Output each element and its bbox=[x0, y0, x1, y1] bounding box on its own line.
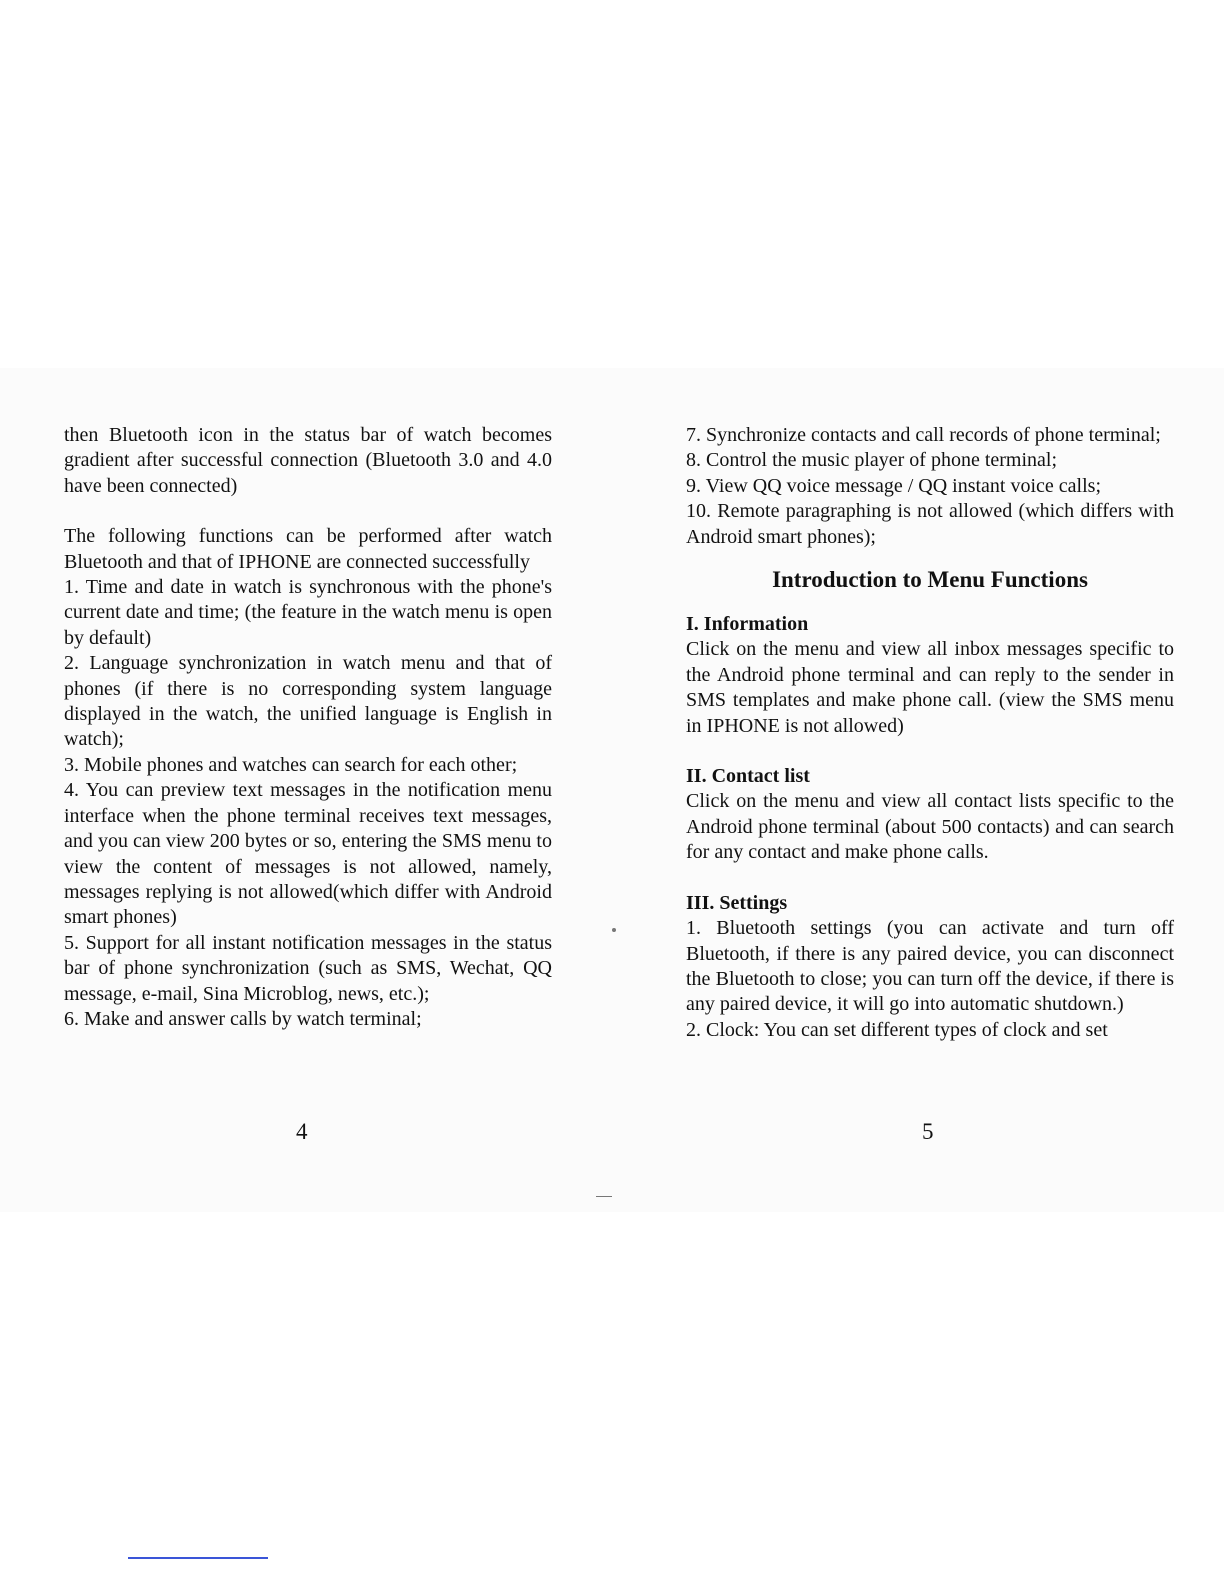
section-title-settings: III. Settings bbox=[686, 891, 788, 914]
section-title-information: I. Information bbox=[686, 613, 809, 636]
section-body-contact-list: Click on the menu and view all contact lists specific to the Android phone terminal (about 500 contacts) and can search for any contact and make phone calls. bbox=[686, 790, 1174, 864]
section-gap bbox=[686, 866, 1174, 891]
left-list-item-4: 4. You can preview text messages in the notification menu interface when the phone terminal receives text messages, and you can view 200 bytes or so, entering the SMS menu to view the content of messages is not allowed, namely, messages replying is not allowed(which differ with Android smart phones) bbox=[64, 779, 552, 929]
left-page bbox=[64, 423, 552, 1032]
scan-speck bbox=[596, 1196, 612, 1197]
footer-link-underline[interactable] bbox=[128, 1557, 268, 1559]
section-body-settings-bluetooth: 1. Bluetooth settings (you can activate and turn off Bluetooth, if there is any paired device, you can disconnect the Bluetooth to close; you can turn off the device, if there is any paired device, it will go into automatic shutdown.) bbox=[686, 917, 1174, 1016]
left-paragraph-functions-lead: The following functions can be performed after watch Bluetooth and that of IPHONE are connected successfully bbox=[64, 525, 552, 573]
left-list-item-5: 5. Support for all instant notification messages in the status bar of phone synchronization (such as SMS, Wechat, QQ message, e-mail, Sina Microblog, news, etc.); bbox=[64, 931, 552, 1005]
paragraph-gap bbox=[64, 499, 552, 524]
left-list-item-3: 3. Mobile phones and watches can search for each other; bbox=[64, 753, 518, 776]
section-gap bbox=[686, 739, 1174, 764]
left-list-item-2: 2. Language synchronization in watch menu and that of phones (if there is no corresponding system language displayed in the watch, the unified language is English in watch); bbox=[64, 652, 552, 751]
right-list-item-8: 8. Control the music player of phone terminal; bbox=[686, 449, 1058, 472]
scan-speck bbox=[612, 928, 616, 932]
page-number-left: 4 bbox=[296, 1119, 308, 1144]
menu-functions-heading: Introduction to Menu Functions bbox=[772, 567, 1088, 593]
right-list-item-9: 9. View QQ voice message / QQ instant voice calls; bbox=[686, 474, 1101, 497]
right-list-item-10: 10. Remote paragraphing is not allowed (which differs with Android smart phones); bbox=[686, 500, 1174, 548]
right-list-item-7: 7. Synchronize contacts and call records of phone terminal; bbox=[686, 424, 1161, 446]
section-body-information: Click on the menu and view all inbox messages specific to the Android phone terminal and can reply to the sender in SMS templates and make phone call. (view the SMS menu in IPHONE is not allowed) bbox=[686, 638, 1174, 737]
page-number-right: 5 bbox=[922, 1119, 934, 1144]
left-list-item-6: 6. Make and answer calls by watch terminal; bbox=[64, 1007, 422, 1030]
right-page bbox=[686, 423, 1174, 1043]
left-paragraph-intro: then Bluetooth icon in the status bar of watch becomes gradient after successful connection (Bluetooth 3.0 and 4.0 have been connected) bbox=[64, 424, 552, 497]
section-title-contact-list: II. Contact list bbox=[686, 765, 810, 788]
section-body-settings-clock: 2. Clock: You can set different types of clock and set bbox=[686, 1018, 1108, 1041]
left-list-item-1: 1. Time and date in watch is synchronous with the phone's current date and time; (the feature in the watch menu is open by default) bbox=[64, 576, 552, 649]
